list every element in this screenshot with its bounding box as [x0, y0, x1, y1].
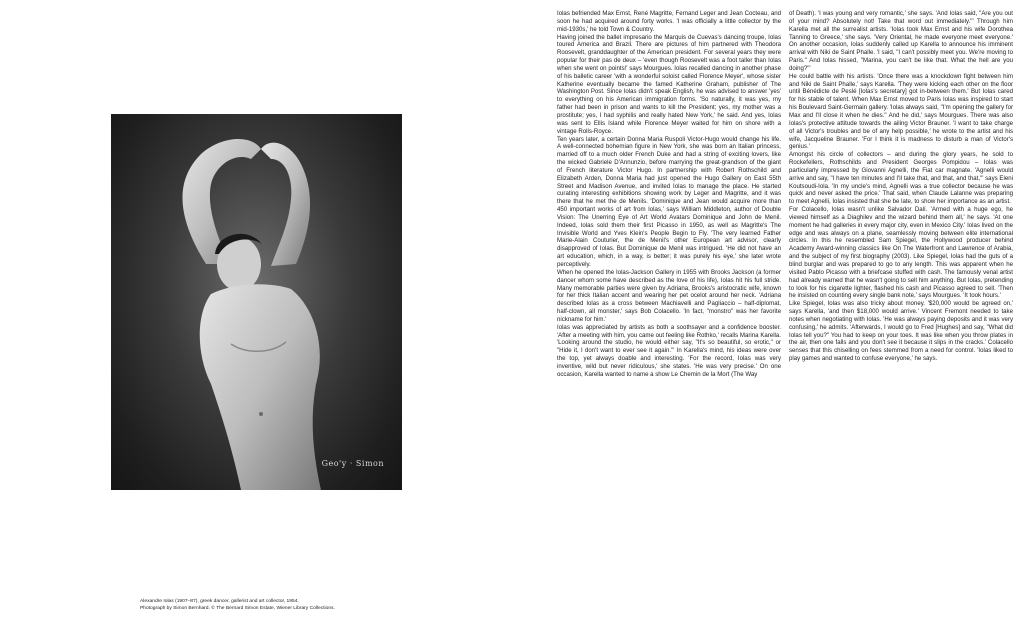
caption-line: Photograph by Simon Bernhard. © The Bernard Simon Estate, Wiener Library Collections.: [140, 606, 335, 612]
paragraph: Having joined the ballet impresario the Marquis de Cuevas's dancing troupe, Iolas toured America and Brazil. There are pictures of him partnered with Theodora Roosevelt, granddaughter of the American president. For several years they were popular for their pas de deux – 'even though Roosevelt was a foot taller than Iolas when she went on points!' says Mourgues. Iolas recalled dancing in another phase of his balletic career 'with a wonderful soloist called Florence Meyer', whose sister Katherine eventually became the famed Katherine Graham, publisher of The Washington Post. Since Iolas didn't speak English, he was advised to answer 'yes' to everything on his American immigration forms. 'So naturally, it was yes, my father had been in prison and wants to kill the President; yes, my mother was a prostitute; yes, I had syphilis and really hated New York,' he said. And yes, Iolas was sent to Ellis Island while Florence Meyer waited for him on shore with a vintage Rolls-Royce.: [557, 33, 781, 135]
caption-line: Alexandre Iolas (1907–87), greek dancer, gallerist and art collector, 1954.: [140, 599, 299, 604]
paragraph: He could battle with his artists. 'Once there was a knockdown fight between him and Niki de Saint Phalle,' says Karella. 'They were kicking each other on the floor until Bénédicte de Peslé [Iolas's secretary] got in-between them.' But Iolas cared for his stable of talent. When Max Ernst moved to Paris Iolas was inspired to start his Boulevard Saint-Germain gallery. 'Iolas always said, "I'm opening the gallery for Max and I'll close it when he dies." And he did,' says Mourgues. There was also Iolas's protective attitude towards the ailing Victor Brauner. 'I want to take charge of all Victor's troubles and be of any help possible,' he wrote to the artist and his wife, Jacqueline Brauner. 'For I think it is madness to disturb a man of Victor's genius.': [789, 72, 1013, 151]
photo-caption: [140, 598, 460, 613]
paragraph: Iolas was appreciated by artists as both a soothsayer and a confidence booster. 'After a meeting with him, you came out feeling like Rothko,' recalls Marina Karella. 'Looking around the studio, he would either say, "It's so beautiful, so erotic," or "Hide it, I don't want to ever see it again."' In Karella's mind, his ideas were over the top, yet always doable and interesting. 'For the record, Iolas was very inventive, wild but never ridiculous,' she states. 'He was very precise.' On one occasion, Karella wanted to name a show Le Chemin de la Mort (The Way: [557, 323, 781, 378]
photo-signature: Geo'y · Simon: [321, 459, 384, 468]
paragraph: Iolas befriended Max Ernst, René Magritte, Fernand Leger and Jean Cocteau, and soon he had acquired around forty works. 'I was officially a little collector by the mid-1930s,' he told Town & Country.: [557, 10, 781, 33]
dancer-photograph: [111, 114, 402, 490]
paragraph: For Colacello, Iolas wasn't unlike Salvador Dalí. 'Armed with a huge ego, he viewed himself as a Diaghilev and the wizard behind them all,' he says. 'At one moment he had galleries in every major city, even in Mexico City.' Iolas lived on the edge and was always on a plane, seamlessly moving between elite international circles. In this he resembled Sam Spiegel, the Hollywood producer behind Academy Award-winning classics like On The Waterfront and Lawrence of Arabia, and the subject of my first biography (2003). Like Spiegel, Iolas had the guts of a blind burglar and was prepared to go to any length. This was apparent when he visited Pablo Picasso with a briefcase stuffed with cash. The famously venal artist had already warned that he wasn't going to sell him anything. But Iolas, pretending to look for his cigarette lighter, flashed his cash and Picasso agreed to sell. 'Then he insisted on counting every single bank note,' says Mourgues. 'It took hours.': [789, 206, 1013, 300]
article-column-left: [557, 10, 781, 379]
paragraph: of Death). 'I was young and very romantic,' she says. 'And Iolas said, "Are you out of your mind? Absolutely not! Take that word out immediately."' Through him Karella met all the surrealist artists. 'Iolas took Max Ernst and his wife Dorothea Tanning to Greece,' she says. 'Very Oriental, he made everyone meet everyone.' On another occasion, Iolas suddenly called up Karella to announce his imminent arrival with Niki de Saint Phalle. 'I said, "I can't possibly meet you. We're moving to Paris." And Iolas hissed, "Marina, you can't be like that. What the hell are you doing?"': [789, 10, 1013, 72]
paragraph: Ten years later, a certain Donna Maria Ruspoli Victor-Hugo would change his life. A well-connected bohemian figure in New York, she was born an Italian princess, married off to a much older French Duke and had a string of exciting lovers, like the wicked Gabriele D'Annunzio, before marrying the great-grandson of the giant of French literature Victor Hugo. In partnership with Robert Rothschild and Elizabeth Arden, Donna Maria had just opened the Hugo Gallery on East 55th Street and Madison Avenue, and invited Iolas to manage the place. He started curating interesting exhibitions showing work by Leger and Magritte, and it was there that he met the de Menils. 'Dominique and Jean would acquire more than 450 important works of art from Iolas,' says William Middleton, author of Double Vision: The Unerring Eye of Art World Avatars Dominique and John de Menil. Indeed, Iolas sold them their first Picasso in 1950, as well as Magritte's The Invisible World and Yves Klein's People Begin to Fly. 'The very learned Father Marie-Alain Couturier, the de Menil's other European art advisor, clearly disapproved of Iolas. But Dominique de Menil was intrigued. 'He did not have an art education, which, in a way, is better; it was purely his eye,' she later wrote perceptively.: [557, 135, 781, 268]
paragraph: Amongst his circle of collectors – and during the glory years, he sold to Rockefellers, Rothschilds and President Georges Pompidou – Iolas was particularly impressed by Giovanni Agnelli, the Fiat car magnate. 'Agnelli would arrive and say, "I have ten minutes and I'll take that, and that, and that,"' says Eleni Koutsoudi-Iola. 'In my uncle's mind, Agnelli was a true collector because he was quick and never asked the price.' That said, when Claude Lalanne was preparing to meet Agnelli, Iolas insisted that she be late, to show her importance as an artist.: [789, 151, 1013, 206]
article-column-right: [789, 10, 1013, 363]
dancer-figure-illustration: [111, 114, 402, 490]
paragraph: When he opened the Iolas-Jackson Gallery in 1955 with Brooks Jackson (a former dancer whom some have described as the love of his life), Iolas hit his full stride. Many memorable parties were given by Adriana, Brooks's aristocratic wife, known for her thick Italian accent and wearing her pet ocelot around her neck. 'Adriana described Iolas as a cross between Machiavelli and Pagliaccio – half-diplomat, half-clown, all monster,' says Bob Colacello. 'In fact, "monstro" was her favorite nickname for him.': [557, 268, 781, 323]
paragraph: Like Spiegel, Iolas was also tricky about money. '$20,000 would be agreed on,' says Karella, 'and then $18,000 would arrive.' Vincent Fremont needed to take notes when negotiating with Iolas. 'He was always paying deposits and it was very confusing,' he admits. 'Afterwards, I would go to Fred [Hughes] and say, "What did Iolas tell you?" You had to keep on your toes. It was like when you throw plates in the air, then one falls and you don't see it because it slips in the cracks.' Colacello senses that this chiselling on fees stemmed from a need for control. 'Iolas liked to play games and wanted to confuse everyone,' he says.: [789, 300, 1013, 363]
